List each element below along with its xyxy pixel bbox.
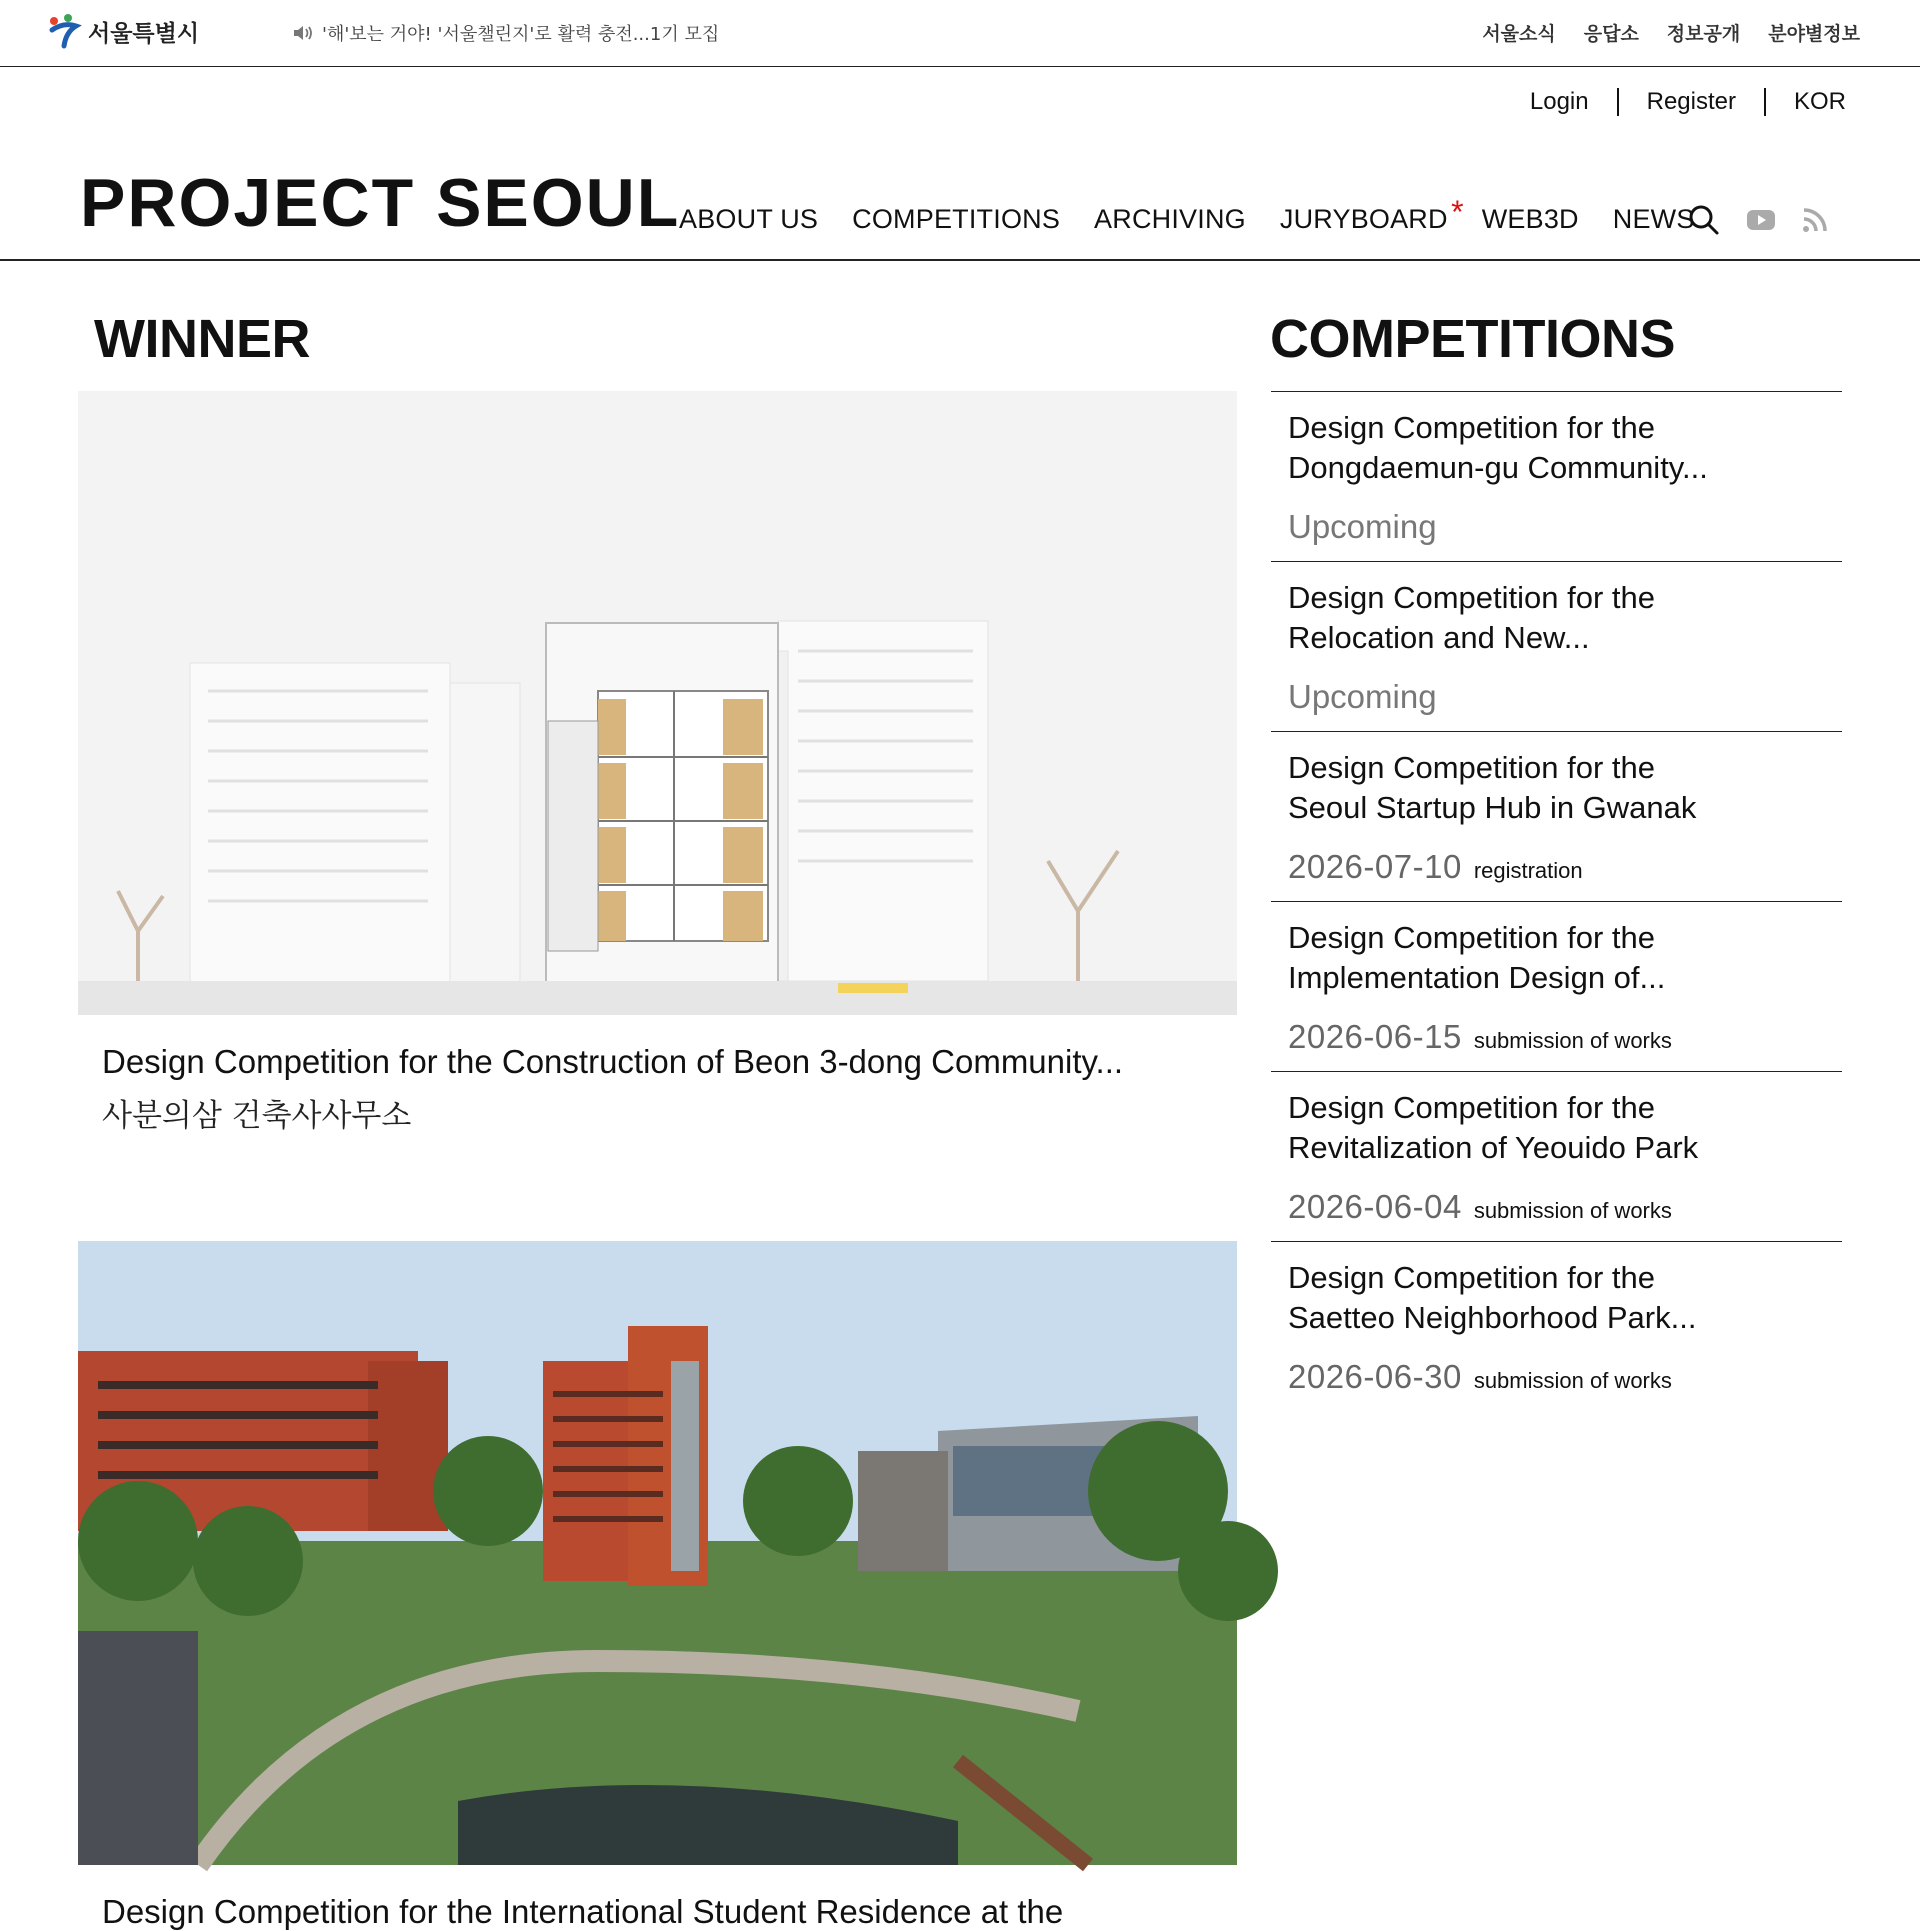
- language-link[interactable]: KOR: [1793, 88, 1846, 115]
- competition-date: 2026-06-15: [1288, 1018, 1462, 1055]
- competition-name-line: Seoul Startup Hub in Gwanak: [1288, 790, 1697, 825]
- nav-web3d[interactable]: WEB3D: [1481, 204, 1579, 234]
- competition-name-line: Revitalization of Yeouido Park: [1288, 1130, 1699, 1165]
- competition-meta: [1288, 678, 1437, 716]
- user-links: [1530, 88, 1846, 116]
- seoul-logo-text: 서울특별시: [88, 20, 200, 47]
- competition-item[interactable]: [1271, 731, 1842, 901]
- competition-name-line: Design Competition for the: [1288, 1260, 1656, 1295]
- winner-image-1[interactable]: [78, 391, 1237, 1015]
- gov-link-disclosure[interactable]: 정보공개: [1666, 23, 1741, 45]
- gov-notice-text: '해'보는 거야! '서울챌린지'로 활력 충전...1기 모집: [322, 24, 720, 45]
- competition-name: [1288, 408, 1842, 488]
- gov-link-field-info[interactable]: 분야별정보: [1768, 23, 1860, 45]
- gov-notice[interactable]: [292, 20, 719, 46]
- gov-link-news[interactable]: 서울소식: [1482, 23, 1556, 45]
- competition-item[interactable]: [1271, 1071, 1842, 1241]
- gov-top-bar: [0, 0, 1920, 67]
- nav-about-us[interactable]: ABOUT US: [679, 204, 819, 234]
- winner-caption-1[interactable]: Design Competition for the Construction of Beon 3-dong Community...: [102, 1043, 1124, 1080]
- competition-date: 2026-07-10: [1288, 848, 1462, 885]
- winner-heading: WINNER: [94, 309, 310, 369]
- user-links-divider: [1617, 88, 1619, 116]
- project-seoul-logo[interactable]: [80, 165, 681, 241]
- nav-news[interactable]: NEWS: [1612, 204, 1695, 234]
- winner-caption-2[interactable]: Design Competition for the International Student Residence at the: [102, 1893, 1064, 1930]
- project-seoul-wordmark: [80, 165, 681, 241]
- competition-status: Upcoming: [1288, 508, 1437, 545]
- competition-name: [1288, 918, 1842, 998]
- search-icon[interactable]: [1688, 204, 1720, 236]
- competition-name-line: Relocation and New...: [1288, 620, 1590, 655]
- juryboard-star: *: [1451, 194, 1464, 230]
- competition-item[interactable]: [1271, 901, 1842, 1071]
- competition-list: [1271, 391, 1842, 1411]
- competition-item[interactable]: [1271, 1241, 1842, 1411]
- seoul-city-logo[interactable]: [44, 12, 199, 50]
- competition-name-line: Design Competition for the: [1288, 580, 1656, 615]
- building-rendering-1: [78, 391, 1237, 1015]
- competition-meta: [1288, 1018, 1672, 1056]
- competition-name: [1288, 578, 1842, 658]
- register-link[interactable]: Register: [1646, 88, 1736, 115]
- building-rendering-2: [78, 1241, 1237, 1865]
- competition-name-line: Design Competition for the: [1288, 1090, 1656, 1125]
- competition-stage: submission of works: [1473, 1368, 1672, 1393]
- user-links-divider: [1764, 88, 1766, 116]
- competition-name-line: Implementation Design of...: [1288, 960, 1666, 995]
- competitions-heading: COMPETITIONS: [1270, 309, 1676, 369]
- speaker-icon: [292, 24, 316, 42]
- youtube-icon[interactable]: [1746, 208, 1776, 232]
- gov-links: [1482, 19, 1860, 46]
- nav-juryboard-label: JURYBOARD: [1279, 204, 1448, 234]
- gov-link-response[interactable]: 응답소: [1583, 23, 1639, 45]
- competition-item[interactable]: [1271, 561, 1842, 731]
- winner-office-1: 사분의삼 건축사사무소: [102, 1098, 412, 1134]
- competition-meta: [1288, 1358, 1672, 1396]
- brand-text: PROJECT SEOUL: [80, 165, 681, 241]
- competition-name: [1288, 1258, 1842, 1338]
- nav-juryboard[interactable]: [1279, 194, 1464, 235]
- competition-name-line: Design Competition for the: [1288, 920, 1656, 955]
- rss-icon[interactable]: [1802, 207, 1828, 233]
- competition-name-line: Saetteo Neighborhood Park...: [1288, 1300, 1697, 1335]
- competition-date: 2026-06-30: [1288, 1358, 1462, 1395]
- competition-meta: [1288, 848, 1583, 886]
- header-divider: [0, 259, 1920, 261]
- competition-item[interactable]: [1271, 391, 1842, 561]
- competition-name-line: Dongdaemun-gu Community...: [1288, 450, 1708, 485]
- nav-icons: [1688, 204, 1828, 236]
- competition-stage: registration: [1473, 858, 1583, 883]
- winner-image-2[interactable]: [78, 1241, 1237, 1865]
- competition-stage: submission of works: [1473, 1198, 1672, 1223]
- competition-meta: [1288, 508, 1437, 546]
- competition-name: [1288, 748, 1842, 828]
- competition-stage: submission of works: [1473, 1028, 1672, 1053]
- competition-status: Upcoming: [1288, 678, 1437, 715]
- competition-name-line: Design Competition for the: [1288, 410, 1656, 445]
- competition-name-line: Design Competition for the: [1288, 750, 1656, 785]
- competition-meta: [1288, 1188, 1672, 1226]
- nav-archiving[interactable]: ARCHIVING: [1094, 204, 1246, 234]
- login-link[interactable]: Login: [1529, 88, 1589, 115]
- main-nav: [679, 194, 1729, 235]
- competition-date: 2026-06-04: [1288, 1188, 1462, 1225]
- seoul-logo-icon: [44, 12, 82, 50]
- nav-competitions[interactable]: COMPETITIONS: [852, 204, 1061, 234]
- competition-name: [1288, 1088, 1842, 1168]
